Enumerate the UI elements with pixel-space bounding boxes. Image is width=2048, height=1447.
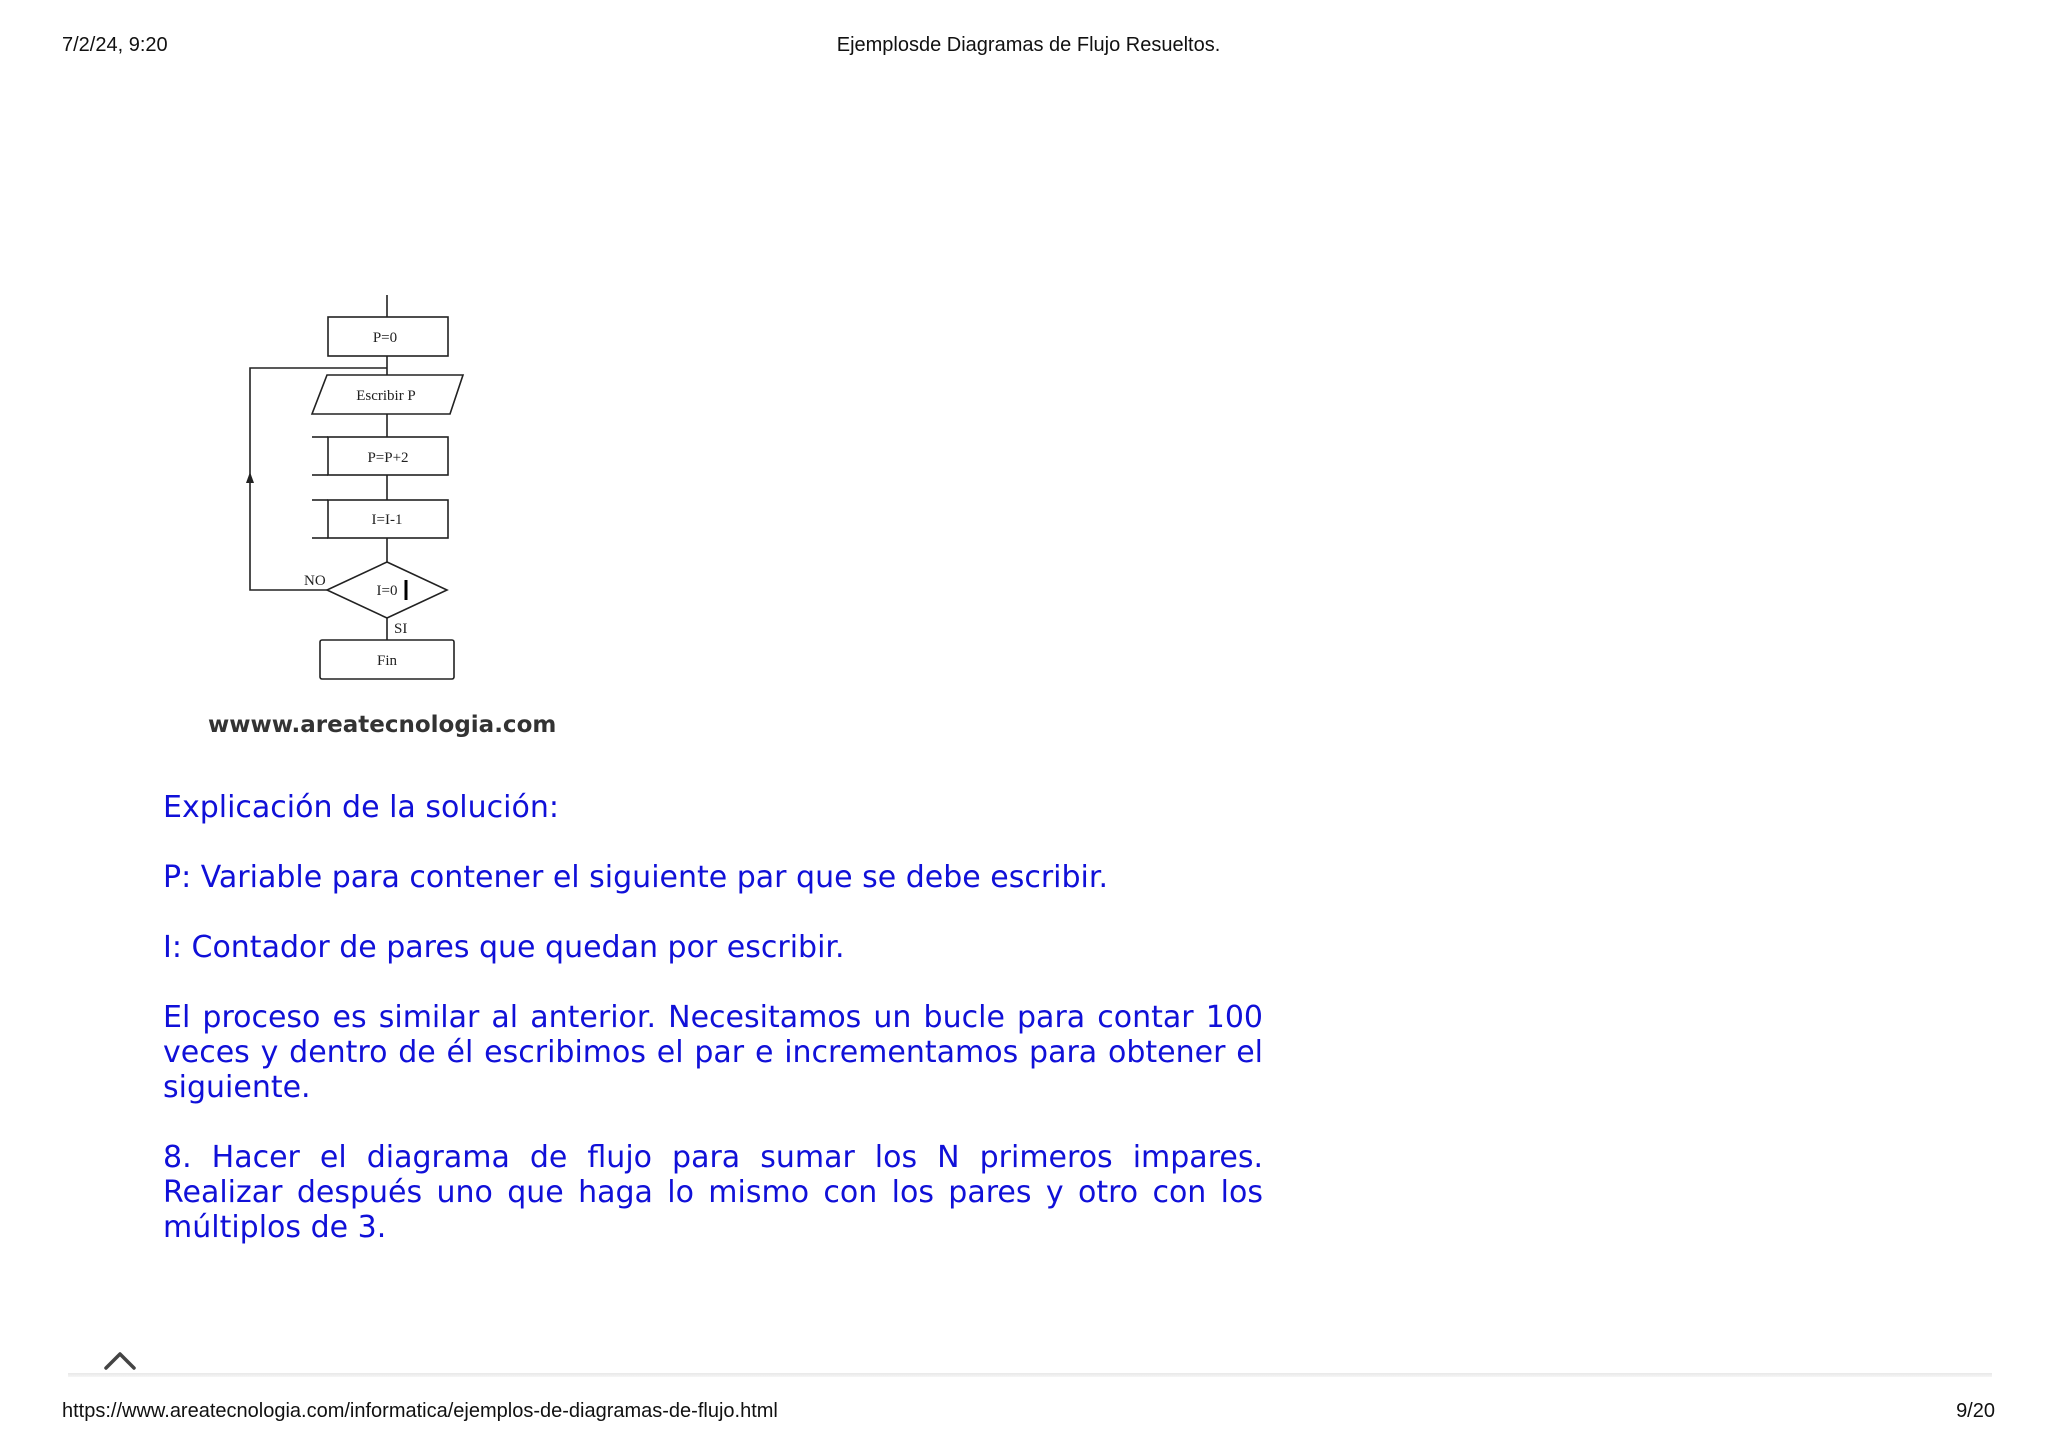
print-footer (62, 1400, 1995, 1426)
scroll-to-top-button[interactable] (100, 1346, 140, 1374)
explanation-heading: Explicación de la solución: (163, 790, 559, 825)
label-fin: Fin (376, 653, 398, 669)
label-p-plus: P=P+2 (367, 450, 409, 466)
variable-i-description: I: Contador de pares que quedan por escribir. (163, 930, 845, 965)
print-page-title: Ejemplosde Diagramas de Flujo Resueltos. (836, 34, 1221, 56)
label-decision: I=0 (376, 583, 398, 599)
label-no: NO (304, 573, 326, 589)
flowchart-svg (200, 290, 580, 750)
solution-content (163, 790, 1263, 1245)
chevron-up-icon (100, 1346, 140, 1374)
process-description: El proceso es similar al anterior. Necesitamos un bucle para contar 100 veces y dentro de él escribimos el par e incrementamos para obtener el siguiente. (163, 1000, 1263, 1105)
print-header (62, 34, 1995, 60)
label-i-minus: I=I-1 (371, 512, 403, 528)
footer-divider (68, 1373, 1992, 1377)
label-p0: P=0 (372, 330, 398, 346)
variable-p-description: P: Variable para contener el siguiente par que se debe escribir. (163, 860, 1108, 895)
page-number: 9/20 (1956, 1400, 1995, 1422)
page-url: https://www.areatecnologia.com/informatica/ejemplos-de-diagramas-de-flujo.html (62, 1400, 778, 1422)
loop-arrow-head (246, 472, 254, 483)
flowchart-figure (200, 290, 580, 750)
watermark-text: wwww.areatecnologia.com (208, 712, 557, 738)
label-si: SI (394, 621, 408, 637)
print-datetime: 7/2/24, 9:20 (62, 34, 168, 56)
exercise-8-statement: 8. Hacer el diagrama de flujo para sumar los N primeros impares. Realizar después uno que haga lo mismo con los pares y otro con los múltiplos de 3. (163, 1140, 1263, 1245)
label-escribir: Escribir P (356, 388, 416, 404)
